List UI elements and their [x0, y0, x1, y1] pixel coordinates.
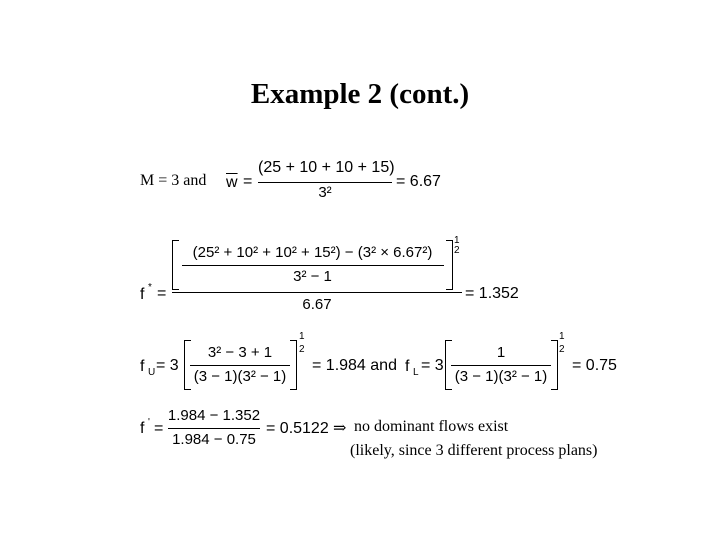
conclusion-text: no dominant flows exist: [354, 418, 509, 435]
fu-power-bottom: 2: [299, 344, 305, 355]
fl-numerator: 1: [496, 344, 506, 361]
f-prime-denominator: 1.984 − 0.75: [172, 431, 256, 448]
mean-denominator: 3²: [318, 184, 332, 201]
f-prime-numerator: 1.984 − 1.352: [167, 407, 261, 424]
fl-coefficient: = 3: [421, 357, 444, 374]
left-bracket: [172, 240, 179, 290]
page-title: Example 2 (cont.): [250, 78, 470, 110]
outer-fraction-bar: [172, 292, 462, 293]
fl-symbol: f: [405, 358, 410, 375]
fu-result: = 1.984 and: [312, 357, 397, 374]
inner-fraction-bar: [182, 265, 444, 266]
f-star-result: = 1.352: [465, 285, 519, 302]
fu-numerator: 3² − 3 + 1: [207, 344, 273, 361]
fu-fraction-bar: [190, 365, 290, 366]
f-star-symbol: f: [140, 286, 145, 303]
fu-denominator: (3 − 1)(3² − 1): [193, 368, 287, 385]
fl-denominator: (3 − 1)(3² − 1): [454, 368, 548, 385]
fl-subscript: L: [413, 367, 419, 378]
half-power: 1 2: [454, 235, 460, 256]
star-superscript: *: [148, 282, 152, 293]
fl-result: = 0.75: [572, 357, 617, 374]
f-prime-result: = 0.5122: [266, 420, 329, 437]
variance-numerator: (25² + 10² + 10² + 15²) − (3² × 6.67²): [192, 244, 433, 261]
variance-denominator: 3² − 1: [293, 268, 332, 285]
w-bar-symbol: $\overline{w}$: [226, 174, 238, 191]
m-statement: M = 3 and: [140, 172, 207, 189]
equals-sign: =: [157, 285, 167, 302]
mean-numerator: (25 + 10 + 10 + 15): [258, 159, 395, 176]
fu-subscript: U: [148, 367, 156, 378]
fl-power-bottom: 2: [559, 344, 565, 355]
prime-mark: ': [148, 417, 150, 428]
fl-right-bracket: [551, 340, 558, 390]
f-prime-fraction-bar: [168, 428, 260, 429]
fu-right-bracket: [290, 340, 297, 390]
fu-symbol: f: [140, 358, 145, 375]
implies-arrow: ⇒: [333, 420, 347, 437]
right-bracket: [446, 240, 453, 290]
f-prime-symbol: f: [140, 420, 145, 437]
mean-result: = 6.67: [396, 173, 441, 190]
fl-power-top: 1: [559, 331, 565, 342]
fraction-bar: [258, 182, 392, 183]
fu-power-top: 1: [299, 331, 305, 342]
conclusion-note: (likely, since 3 different process plans): [350, 442, 598, 459]
fu-coefficient: = 3: [156, 357, 179, 374]
outer-denominator: 6.67: [302, 296, 332, 313]
fl-fraction-bar: [451, 365, 551, 366]
equals-sign: =: [243, 173, 253, 190]
equals-sign: =: [154, 420, 164, 437]
